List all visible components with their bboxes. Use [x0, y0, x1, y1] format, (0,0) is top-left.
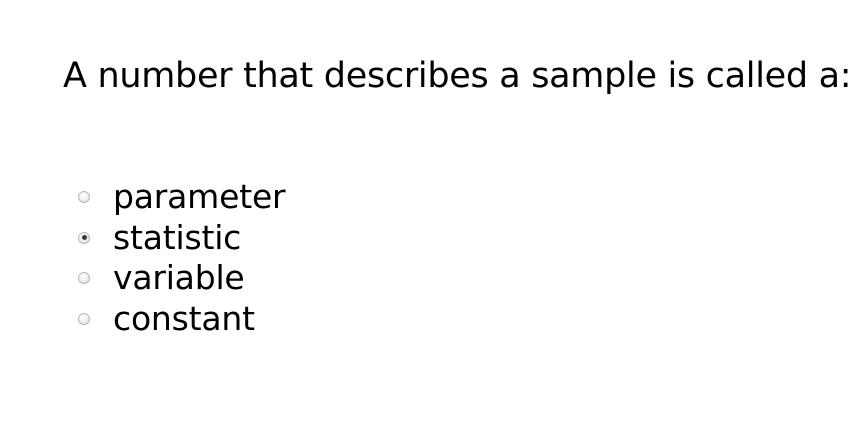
question-text: A number that describes a sample is called a:: [63, 56, 852, 96]
option-label: constant: [113, 298, 255, 338]
option-label: parameter: [113, 177, 286, 217]
option-parameter[interactable]: [78, 177, 285, 218]
option-statistic[interactable]: [78, 218, 285, 259]
radio-button[interactable]: [78, 272, 90, 284]
answer-options: [78, 177, 285, 339]
radio-button[interactable]: [78, 191, 90, 203]
option-constant[interactable]: [78, 299, 285, 340]
radio-button[interactable]: [78, 313, 90, 325]
radio-button[interactable]: [78, 232, 90, 244]
option-label: variable: [113, 258, 245, 298]
option-label: statistic: [113, 217, 242, 257]
option-variable[interactable]: [78, 258, 285, 299]
